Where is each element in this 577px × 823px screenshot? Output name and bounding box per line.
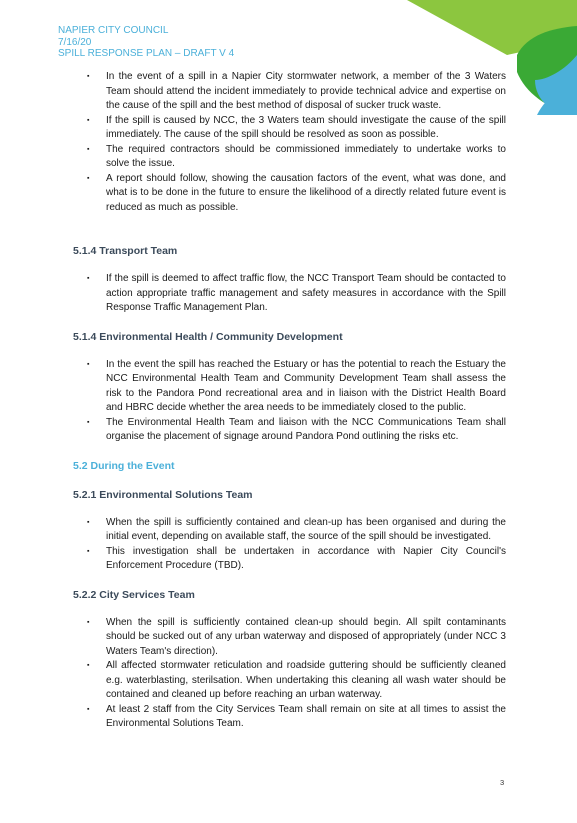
list-item: ▪ All affected stormwater reticulation and roadside guttering should be sufficiently cleaned e.g. waterblasting, sterilsation. When undertaking this cleaning all wash water should be contained and cleaned up before reaching an urban waterway. bbox=[87, 660, 506, 700]
heading-during-the-event: 5.2 During the Event bbox=[73, 459, 175, 472]
header-doc-title: SPILL RESPONSE PLAN – DRAFT V 4 bbox=[58, 48, 235, 59]
bullet-icon: ▪ bbox=[87, 518, 90, 526]
bullet-icon: ▪ bbox=[87, 705, 90, 713]
document-header bbox=[58, 25, 234, 60]
list-item: ▪ The required contractors should be commissioned immediately to undertake works to solve the issue. bbox=[87, 143, 506, 169]
list-item: ▪ This investigation shall be undertaken in accordance with Napier City Council's Enforcement Procedure (TBD). bbox=[87, 545, 506, 571]
header-org: NAPIER CITY COUNCIL bbox=[58, 25, 169, 36]
env-health-bullet-list bbox=[73, 358, 506, 445]
bullet-icon: ▪ bbox=[87, 662, 90, 669]
heading-city-services-team: 5.2.2 City Services Team bbox=[73, 588, 195, 601]
bullet-icon: ▪ bbox=[87, 174, 90, 182]
list-item: ▪ In the event the spill has reached the Estuary or has the potential to reach the Estuary the NCC Environmental Health Team and Community Development Team shall assess the risk to the Pandora Pond recreational area and in liaison with the District Health Board and HBRC decide whether the area needs to be immediately closed to the public. bbox=[87, 358, 506, 413]
transport-bullet-list bbox=[73, 272, 506, 316]
bullet-icon: ▪ bbox=[87, 73, 90, 80]
list-item: ▪ If the spill is deemed to affect traffic flow, the NCC Transport Team should be contacted to action appropriate traffic management and safety measures in accordance with the Spill Response Traffic Management Plan. bbox=[87, 273, 506, 313]
list-item: ▪ In the event of a spill in a Napier City stormwater network, a member of the 3 Waters Team should attend the incident immediately to provide technical advice and expertise on the cause of the spill and the best method of disposal of sucker truck waste. bbox=[87, 71, 506, 111]
bullet-icon: ▪ bbox=[87, 547, 90, 555]
bullet-icon: ▪ bbox=[87, 275, 90, 282]
env-solutions-bullet-list bbox=[73, 516, 506, 574]
heading-environmental-solutions: 5.2.1 Environmental Solutions Team bbox=[73, 488, 253, 501]
document-body bbox=[73, 70, 506, 732]
page-number: 3 bbox=[500, 778, 505, 787]
heading-environmental-health: 5.1.4 Environmental Health / Community Development bbox=[73, 330, 343, 343]
list-item: ▪ At least 2 staff from the City Services Team shall remain on site at all times to assist the Environmental Solutions Team. bbox=[87, 703, 506, 729]
heading-transport-team: 5.1.4 Transport Team bbox=[73, 245, 178, 257]
bullet-icon: ▪ bbox=[87, 418, 90, 426]
intro-bullet-list bbox=[73, 70, 506, 215]
bullet-icon: ▪ bbox=[87, 116, 90, 124]
bullet-icon: ▪ bbox=[87, 618, 90, 626]
bullet-icon: ▪ bbox=[87, 360, 90, 368]
bullet-icon: ▪ bbox=[87, 145, 90, 153]
header-date: 7/16/20 bbox=[58, 36, 92, 48]
list-item: ▪ If the spill is caused by NCC, the 3 Waters team should investigate the cause of the spill immediately. The cause of the spill should be resolved as soon as possible. bbox=[87, 114, 506, 140]
list-item: ▪ When the spill is sufficiently contained and clean-up has been organised and during the initial event, depending on available staff, the source of the spill should be investigated. bbox=[87, 516, 506, 542]
city-services-bullet-list bbox=[73, 616, 506, 732]
list-item: ▪ A report should follow, showing the causation factors of the event, what was done, and what is to be done in the future to ensure the likelihood of a directly related future event is reduced as much as possible. bbox=[87, 172, 506, 213]
list-item: ▪ The Environmental Health Team and liaison with the NCC Communications Team shall organise the placement of signage around Pandora Pond outlining the risks etc. bbox=[87, 416, 506, 442]
corner-blue-shape bbox=[517, 55, 577, 115]
list-item: ▪ When the spill is sufficiently contained clean-up should begin. All spilt contaminants should be sucked out of any urban waterway and disposed of appropriately (under NCC 3 Waters Team's direction). bbox=[87, 616, 506, 657]
